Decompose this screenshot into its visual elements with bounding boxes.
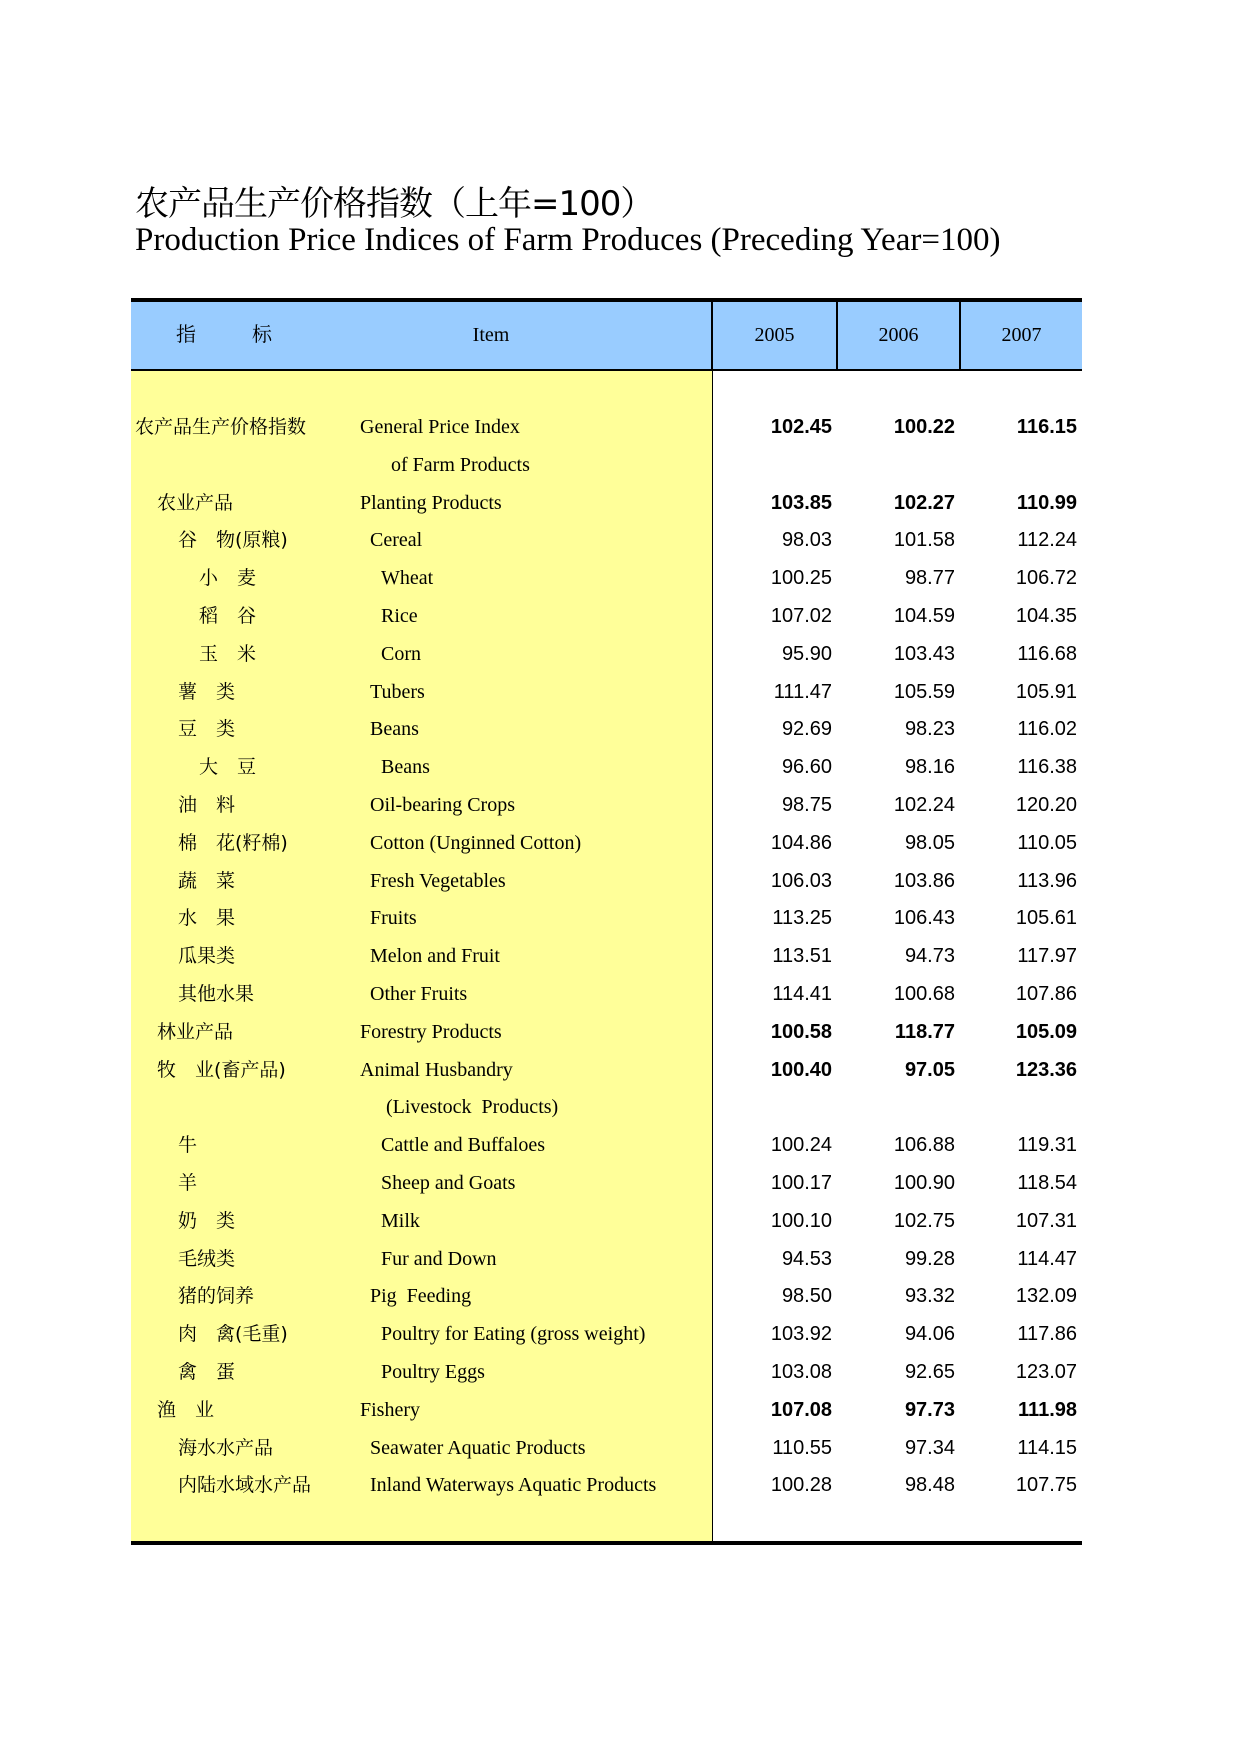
value-2006: 106.43 (893, 907, 955, 930)
value-2006: 101.58 (893, 529, 955, 552)
row-label-en: Fur and Down (381, 1247, 497, 1270)
row-label-cn: 农业产品 (157, 491, 234, 514)
row-label-cn: 林业产品 (157, 1020, 234, 1043)
value-2007: 110.05 (1017, 831, 1077, 854)
row-label-en: Oil-bearing Crops (370, 794, 515, 816)
value-2007: 110.99 (1016, 491, 1077, 514)
value-2006: 100.90 (893, 1172, 955, 1194)
row-label-en: (Livestock Products) (386, 1096, 559, 1119)
row-label-cn: 海水水产品 (178, 1436, 274, 1459)
value-2006: 106.88 (893, 1134, 955, 1157)
table-row (131, 1240, 1082, 1278)
value-2006: 94.06 (904, 1323, 955, 1346)
row-label-en: Poultry Eggs (381, 1361, 485, 1383)
table-row (131, 710, 1082, 748)
value-2007: 118.54 (1017, 1172, 1077, 1194)
value-2007: 117.86 (1017, 1323, 1077, 1346)
row-label-cn: 牧 业(畜产品) (157, 1058, 286, 1081)
row-label-cn: 小 麦 (199, 567, 257, 590)
value-2006: 102.27 (893, 491, 955, 514)
row-label-cn: 猪的饲养 (178, 1285, 255, 1308)
row-label-cn: 瓜果类 (178, 945, 236, 968)
row-label-en: Wheat (381, 567, 434, 590)
value-2007: 111.98 (1018, 1398, 1077, 1421)
value-2005: 103.92 (770, 1323, 832, 1346)
value-2006: 97.73 (904, 1398, 955, 1421)
value-2005: 100.10 (770, 1209, 832, 1232)
row-label-cn: 奶 类 (178, 1209, 236, 1232)
value-2006: 99.28 (904, 1247, 955, 1270)
row-label-en: Melon and Fruit (370, 945, 500, 968)
row-label-en: Cattle and Buffaloes (381, 1134, 546, 1157)
value-2005: 98.50 (781, 1285, 832, 1308)
table-row (131, 446, 1082, 484)
value-2007: 104.35 (1015, 605, 1077, 627)
row-label-en: Planting Products (360, 491, 502, 514)
row-label-en: Pig Feeding (370, 1285, 472, 1308)
row-label-en: Beans (370, 718, 419, 741)
value-2005: 114.41 (772, 983, 832, 1005)
value-2006: 92.65 (904, 1361, 955, 1383)
row-label-en: Sheep and Goats (381, 1172, 516, 1194)
row-label-cn: 农产品生产价格指数 (135, 416, 307, 438)
table-row (131, 1429, 1082, 1467)
table-row (131, 937, 1082, 975)
value-2005: 111.47 (773, 680, 832, 703)
row-label-cn: 肉 禽(毛重) (178, 1323, 288, 1346)
table-row (131, 559, 1082, 597)
value-2006: 100.68 (893, 983, 955, 1005)
row-label-en: Seawater Aquatic Products (370, 1436, 586, 1459)
row-label-en: Forestry Products (360, 1020, 502, 1043)
table-row (131, 1088, 1082, 1126)
table-row (131, 1466, 1082, 1504)
row-label-en: Inland Waterways Aquatic Products (370, 1474, 657, 1497)
row-label-cn: 豆 类 (178, 718, 236, 741)
value-2005: 113.51 (772, 945, 832, 968)
header-cn-indicator-a: 指 (176, 324, 196, 346)
value-2006: 98.23 (904, 718, 955, 741)
row-label-en: Fresh Vegetables (370, 869, 506, 892)
value-2005: 92.69 (781, 718, 832, 741)
row-label-en: Beans (381, 756, 430, 779)
row-label-en: Poultry for Eating (gross weight) (381, 1323, 646, 1346)
value-2006: 93.32 (904, 1285, 955, 1308)
table-row (131, 1164, 1082, 1202)
row-label-en: Fishery (360, 1398, 420, 1421)
value-2006: 100.22 (893, 416, 955, 438)
table-row (131, 1315, 1082, 1353)
value-2005: 110.55 (772, 1436, 832, 1459)
value-2006: 105.59 (893, 680, 955, 703)
value-2006: 98.48 (904, 1474, 955, 1497)
row-label-cn: 油 料 (178, 794, 236, 816)
table-row (131, 1353, 1082, 1391)
value-2007: 117.97 (1017, 945, 1077, 968)
table-row (131, 597, 1082, 635)
value-2007: 112.24 (1017, 529, 1077, 552)
row-label-cn: 其他水果 (178, 983, 255, 1005)
row-label-cn: 谷 物(原粮) (178, 529, 288, 552)
value-2005: 100.28 (770, 1474, 832, 1497)
value-2007: 105.91 (1015, 680, 1077, 703)
row-label-en: Cotton (Unginned Cotton) (370, 831, 582, 854)
table-row (131, 1202, 1082, 1240)
value-2007: 113.96 (1017, 869, 1077, 892)
table-row (131, 1013, 1082, 1051)
value-2005: 104.86 (770, 831, 832, 854)
value-2007: 123.36 (1015, 1058, 1077, 1081)
value-2005: 102.45 (770, 416, 832, 438)
row-label-cn: 大 豆 (199, 756, 257, 779)
row-label-en: Milk (381, 1209, 420, 1232)
row-label-cn: 玉 米 (199, 642, 257, 665)
table-row (131, 484, 1082, 522)
value-2007: 116.38 (1017, 756, 1077, 779)
row-label-en: Animal Husbandry (360, 1058, 513, 1081)
value-2007: 106.72 (1015, 567, 1077, 590)
value-2007: 114.47 (1017, 1247, 1077, 1270)
table-row (131, 673, 1082, 711)
table-row (131, 748, 1082, 786)
value-2007: 132.09 (1015, 1285, 1077, 1308)
table-row (131, 1391, 1082, 1429)
row-label-cn: 内陆水域水产品 (178, 1474, 312, 1497)
row-label-cn: 棉 花(籽棉) (178, 831, 288, 854)
value-2005: 100.58 (770, 1020, 832, 1043)
table-row (131, 1277, 1082, 1315)
row-label-cn: 稻 谷 (199, 605, 257, 627)
table-row (131, 975, 1082, 1013)
value-2005: 95.90 (781, 642, 832, 665)
value-2005: 106.03 (770, 869, 832, 892)
table-row (131, 408, 1082, 446)
value-2005: 113.25 (772, 907, 832, 930)
row-label-en: Cereal (370, 529, 423, 552)
value-2006: 102.75 (893, 1209, 955, 1232)
value-2007: 105.09 (1015, 1020, 1077, 1043)
value-2007: 114.15 (1017, 1436, 1077, 1459)
table-row (131, 786, 1082, 824)
row-label-cn: 羊 (178, 1172, 198, 1194)
table-row (131, 899, 1082, 937)
row-label-en: Other Fruits (370, 983, 468, 1005)
table-row (131, 1051, 1082, 1089)
row-label-cn: 禽 蛋 (178, 1361, 236, 1383)
value-2007: 107.86 (1015, 983, 1077, 1005)
value-2007: 116.02 (1017, 718, 1077, 741)
value-2007: 123.07 (1015, 1361, 1077, 1383)
row-label-en: Rice (381, 605, 418, 627)
table-row (131, 521, 1082, 559)
value-2005: 96.60 (781, 756, 832, 779)
row-label-en: Corn (381, 642, 421, 665)
value-2007: 116.68 (1017, 642, 1077, 665)
header-year-2007: 2007 (1001, 324, 1042, 346)
row-label-cn: 蔬 菜 (178, 869, 236, 892)
row-label-cn: 水 果 (178, 907, 236, 930)
table-row (131, 635, 1082, 673)
row-label-en: Tubers (370, 680, 425, 703)
value-2006: 94.73 (904, 945, 955, 968)
value-2006: 98.16 (904, 756, 955, 779)
value-2005: 103.85 (770, 491, 832, 514)
value-2005: 100.25 (770, 567, 832, 590)
value-2006: 118.77 (894, 1020, 955, 1043)
row-label-en: Fruits (370, 907, 417, 930)
value-2006: 103.86 (893, 869, 955, 892)
value-2006: 102.24 (893, 794, 955, 816)
row-label-cn: 毛绒类 (178, 1247, 236, 1270)
row-label-cn: 牛 (178, 1134, 198, 1157)
table-row (131, 1126, 1082, 1164)
value-2005: 100.24 (770, 1134, 832, 1157)
price-index-table (131, 298, 1082, 1546)
value-2005: 100.40 (770, 1058, 832, 1081)
value-2007: 107.75 (1015, 1474, 1077, 1497)
value-2006: 103.43 (893, 642, 955, 665)
table-bottom-border (131, 1541, 1082, 1545)
value-2007: 107.31 (1015, 1209, 1077, 1232)
value-2007: 119.31 (1017, 1134, 1077, 1157)
value-2005: 100.17 (770, 1172, 832, 1194)
row-label-en: General Price Index (360, 416, 520, 438)
row-label-cn: 渔 业 (157, 1398, 215, 1421)
value-2005: 98.75 (781, 794, 832, 816)
header-cn-indicator-b: 标 (252, 324, 272, 346)
value-2005: 98.03 (781, 529, 832, 552)
value-2007: 105.61 (1015, 907, 1077, 930)
row-label-en: of Farm Products (391, 453, 530, 476)
value-2005: 103.08 (770, 1361, 832, 1383)
value-2006: 97.34 (904, 1436, 955, 1459)
value-2006: 98.05 (904, 831, 955, 854)
title-chinese: 农产品生产价格指数（上年=100） (135, 184, 654, 224)
header-year-2005: 2005 (754, 324, 795, 346)
row-label-cn: 薯 类 (178, 680, 236, 703)
value-2005: 94.53 (781, 1247, 832, 1270)
value-2007: 120.20 (1015, 794, 1077, 816)
table-row (131, 824, 1082, 862)
value-2007: 116.15 (1016, 416, 1077, 438)
table-row (131, 862, 1082, 900)
header-item: Item (472, 324, 510, 346)
header-year-2006: 2006 (878, 324, 919, 346)
table-header (131, 302, 1082, 371)
value-2006: 97.05 (904, 1058, 955, 1081)
value-2005: 107.02 (770, 605, 832, 627)
value-2006: 98.77 (904, 567, 955, 590)
title-english: Production Price Indices of Farm Produces (Preceding Year=100) (135, 222, 1001, 258)
value-2005: 107.08 (770, 1398, 832, 1421)
value-2006: 104.59 (893, 605, 955, 627)
